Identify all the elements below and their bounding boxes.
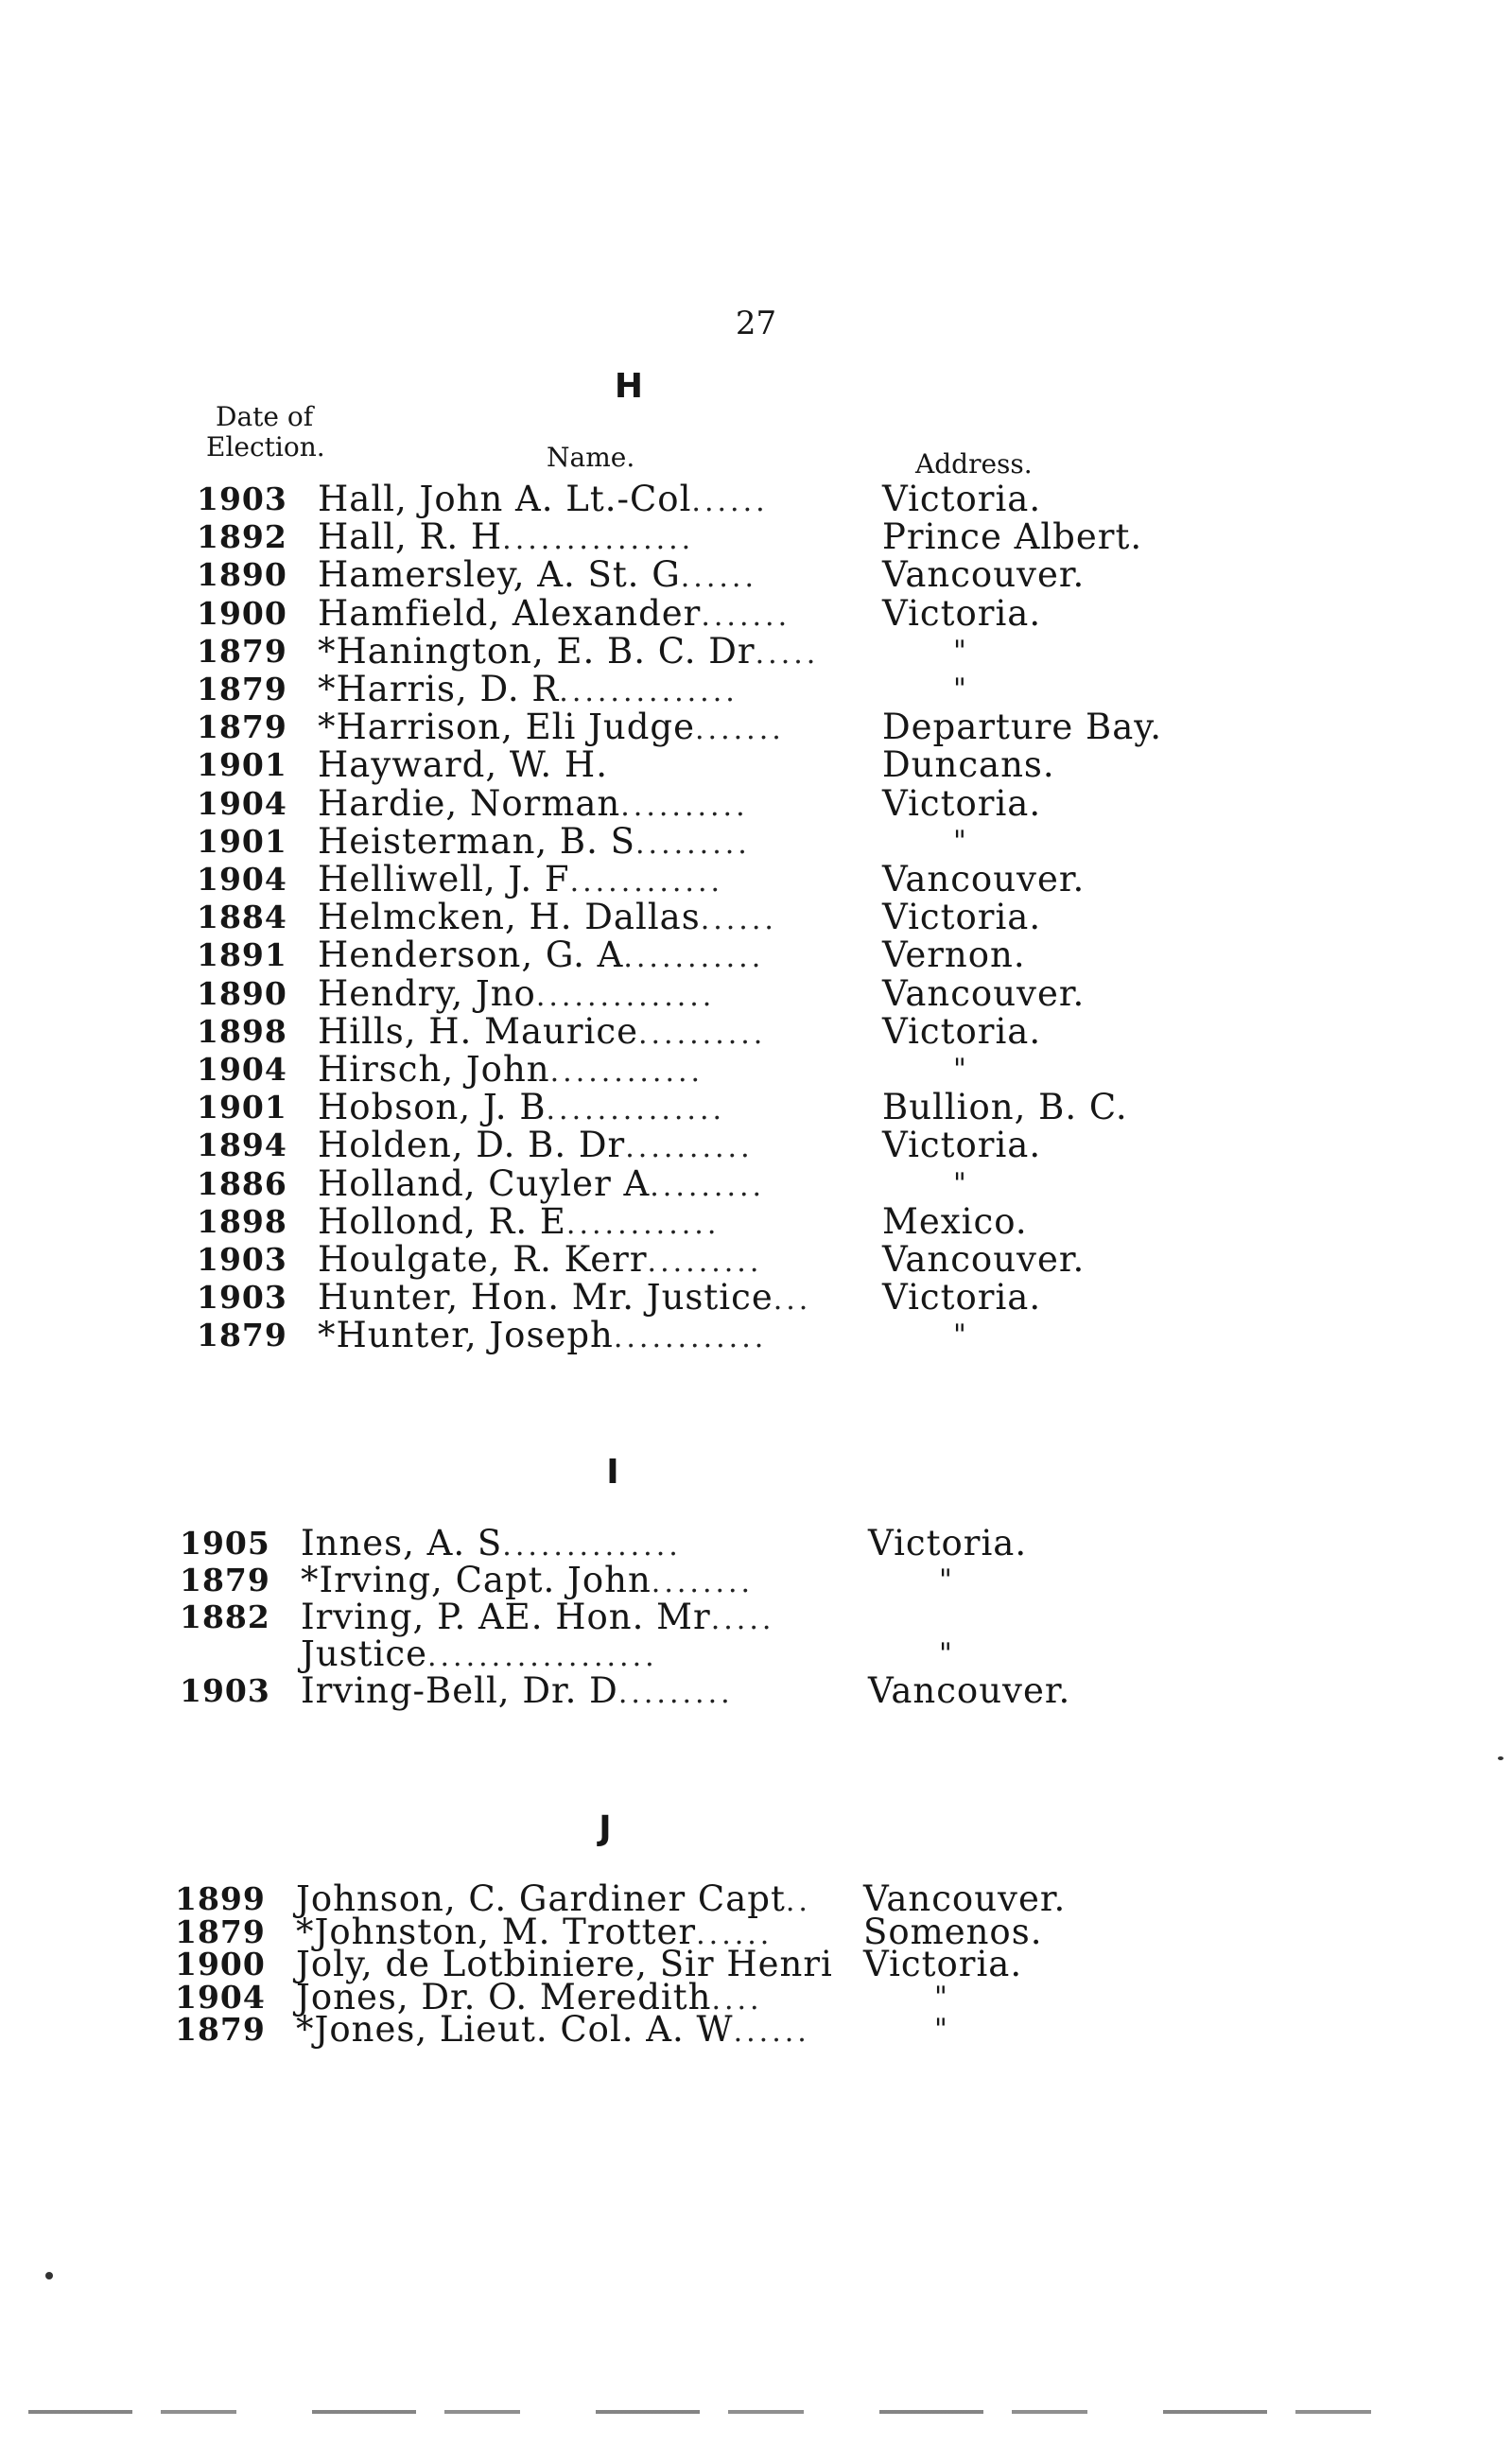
date-header-line2: Election.: [206, 431, 325, 463]
dot-leader: ............: [613, 1321, 768, 1354]
election-year: 1886: [197, 1165, 287, 1202]
election-year: 1898: [197, 1203, 287, 1240]
dot-leader: ..........: [620, 790, 749, 823]
dot-leader: .........: [635, 828, 751, 861]
member-address: ": [939, 1637, 953, 1670]
dot-leader: ......: [733, 2016, 810, 2049]
member-name: Holland, Cuyler A.........: [318, 1163, 766, 1204]
member-name: *Harris, D. R..............: [318, 669, 739, 709]
name-header: Name.: [547, 442, 635, 473]
member-name: Hardie, Norman..........: [318, 783, 749, 824]
dot-leader: ............: [569, 865, 724, 899]
dot-leader: ..............: [502, 1529, 682, 1563]
dot-leader: ............: [565, 1208, 721, 1241]
election-year: 1894: [197, 1126, 287, 1163]
member-address: Victoria.: [882, 1277, 1042, 1318]
dot-leader: ..............: [546, 1093, 726, 1126]
election-year: 1904: [175, 1979, 266, 2016]
election-year: 1879: [197, 671, 287, 707]
member-name: Irving, P. AE. Hon. Mr.....: [301, 1597, 775, 1637]
election-year: 1901: [197, 746, 287, 783]
member-name: Hall, John A. Lt.-Col......: [318, 479, 769, 519]
election-year: 1904: [197, 861, 287, 898]
member-name: *Hanington, E. B. C. Dr.....: [318, 631, 820, 672]
member-address: Vancouver.: [882, 554, 1086, 595]
dot-leader: ..........: [637, 1018, 767, 1051]
page-number: 27: [735, 305, 777, 342]
member-address: Victoria.: [882, 897, 1042, 937]
election-year: 1901: [197, 823, 287, 860]
member-name: Hall, R. H...............: [318, 516, 695, 557]
election-year: 1884: [197, 899, 287, 935]
dot-leader: .........: [650, 1170, 766, 1203]
member-name: Joly, de Lotbiniere, Sir Henri: [296, 1944, 833, 1984]
member-name: *Irving, Capt. John........: [301, 1560, 755, 1600]
dot-leader: .......: [695, 713, 785, 746]
member-address: Vancouver.: [863, 1878, 1067, 1919]
section-letter-j: J: [599, 1809, 612, 1848]
election-year: 1903: [197, 480, 287, 517]
dot-leader: ..........: [625, 1131, 754, 1164]
election-year: 1903: [197, 1241, 287, 1278]
member-address: Prince Albert.: [882, 516, 1143, 557]
dot-leader: ..............: [559, 675, 739, 708]
member-name: Johnson, C. Gardiner Capt..: [296, 1878, 811, 1919]
election-year: 1904: [197, 785, 287, 822]
election-year: 1879: [197, 1317, 287, 1353]
election-year: 1905: [180, 1525, 270, 1562]
member-address: ": [934, 2013, 948, 2046]
dot-leader: ..................: [426, 1640, 658, 1673]
member-address: ": [953, 1053, 967, 1086]
section-letter-i: I: [606, 1453, 619, 1492]
dot-leader: .........: [647, 1246, 763, 1279]
member-address: Victoria.: [882, 593, 1042, 634]
member-name: Hamfield, Alexander.......: [318, 593, 791, 634]
dot-leader: ......: [691, 485, 769, 518]
member-name: *Hunter, Joseph............: [318, 1315, 768, 1355]
date-of-election-header: [206, 402, 325, 463]
member-address: ": [953, 635, 967, 668]
election-year: 1890: [197, 556, 287, 593]
election-year: 1903: [197, 1279, 287, 1316]
member-name: *Jones, Lieut. Col. A. W......: [296, 2009, 810, 2050]
member-name: Hendry, Jno..............: [318, 973, 716, 1014]
dot-leader: ...............: [502, 523, 695, 556]
dot-leader: ......: [696, 1918, 773, 1951]
member-name: Jones, Dr. O. Meredith....: [296, 1977, 763, 2017]
member-name: Henderson, G. A...........: [318, 934, 765, 975]
member-name: Hunter, Hon. Mr. Justice...: [318, 1277, 812, 1318]
section-letter-h: H: [614, 367, 644, 406]
scan-speck: [45, 2272, 53, 2279]
member-address: ": [953, 825, 967, 858]
member-address: Mexico.: [882, 1201, 1028, 1242]
member-name: Justice..................: [301, 1633, 658, 1674]
dot-leader: .........: [617, 1677, 734, 1710]
member-address: ": [953, 1319, 967, 1352]
dot-leader: ...........: [623, 941, 765, 974]
member-name: Innes, A. S..............: [301, 1523, 682, 1563]
dot-leader: ...: [773, 1284, 812, 1317]
dot-leader: .....: [755, 637, 820, 671]
member-address: Victoria.: [868, 1523, 1028, 1563]
date-header-line1: Date of: [216, 401, 314, 432]
member-address: Victoria.: [882, 1125, 1042, 1165]
member-address: Victoria.: [863, 1944, 1023, 1984]
election-year: 1879: [197, 633, 287, 670]
election-year: 1879: [197, 708, 287, 745]
member-address: Departure Bay.: [882, 707, 1163, 747]
scan-artifact-line: [28, 2410, 1428, 2414]
dot-leader: ............: [549, 1056, 704, 1089]
member-address: Victoria.: [882, 1011, 1042, 1052]
election-year: 1904: [197, 1051, 287, 1088]
member-name: *Harrison, Eli Judge.......: [318, 707, 785, 747]
member-address: Vancouver.: [882, 859, 1086, 899]
dot-leader: .......: [701, 600, 791, 633]
member-name: Houlgate, R. Kerr.........: [318, 1239, 763, 1280]
election-year: 1879: [175, 1913, 266, 1950]
member-address: Victoria.: [882, 783, 1042, 824]
election-year: 1901: [197, 1089, 287, 1126]
member-name: Hamersley, A. St. G......: [318, 554, 757, 595]
dot-leader: ......: [700, 903, 777, 936]
election-year: 1879: [180, 1562, 270, 1598]
election-year: 1903: [180, 1672, 270, 1709]
member-address: ": [953, 1167, 967, 1200]
member-address: Duncans.: [882, 744, 1055, 785]
member-name: Hollond, R. E............: [318, 1201, 721, 1242]
election-year: 1892: [197, 518, 287, 555]
dot-leader: .....: [710, 1603, 775, 1636]
election-year: 1900: [197, 595, 287, 632]
member-name: Helliwell, J. F............: [318, 859, 724, 899]
dot-leader: ........: [651, 1566, 755, 1599]
election-year: 1882: [180, 1598, 270, 1635]
election-year: 1891: [197, 936, 287, 973]
member-name: Heisterman, B. S.........: [318, 821, 751, 862]
member-address: Vancouver.: [882, 1239, 1086, 1280]
member-name: Hobson, J. B..............: [318, 1087, 726, 1127]
scan-speck: [1498, 1756, 1503, 1760]
member-name: Holden, D. B. Dr..........: [318, 1125, 754, 1165]
member-name: Hirsch, John............: [318, 1049, 704, 1090]
dot-leader: ....: [711, 1983, 763, 2017]
member-address: Vernon.: [882, 934, 1026, 975]
member-address: ": [953, 672, 967, 706]
dot-leader: ..............: [535, 980, 716, 1013]
election-year: 1879: [175, 2011, 266, 2048]
member-name: Hills, H. Maurice..........: [318, 1011, 767, 1052]
member-address: Somenos.: [863, 1912, 1043, 1952]
member-address: ": [934, 1981, 948, 2014]
member-name: Hayward, W. H.: [318, 744, 608, 785]
member-address: Victoria.: [882, 479, 1042, 519]
member-address: Vancouver.: [868, 1670, 1071, 1711]
member-address: ": [939, 1563, 953, 1597]
member-name: Helmcken, H. Dallas......: [318, 897, 777, 937]
election-year: 1898: [197, 1013, 287, 1050]
election-year: 1899: [175, 1880, 266, 1917]
member-name: *Johnston, M. Trotter......: [296, 1912, 773, 1952]
dot-leader: ..: [785, 1885, 811, 1918]
address-header: Address.: [915, 448, 1033, 480]
member-name: Irving-Bell, Dr. D.........: [301, 1670, 734, 1711]
election-year: 1900: [175, 1946, 266, 1982]
election-year: 1890: [197, 975, 287, 1012]
member-address: Bullion, B. C.: [882, 1087, 1128, 1127]
member-address: Vancouver.: [882, 973, 1086, 1014]
dot-leader: ......: [680, 561, 757, 594]
